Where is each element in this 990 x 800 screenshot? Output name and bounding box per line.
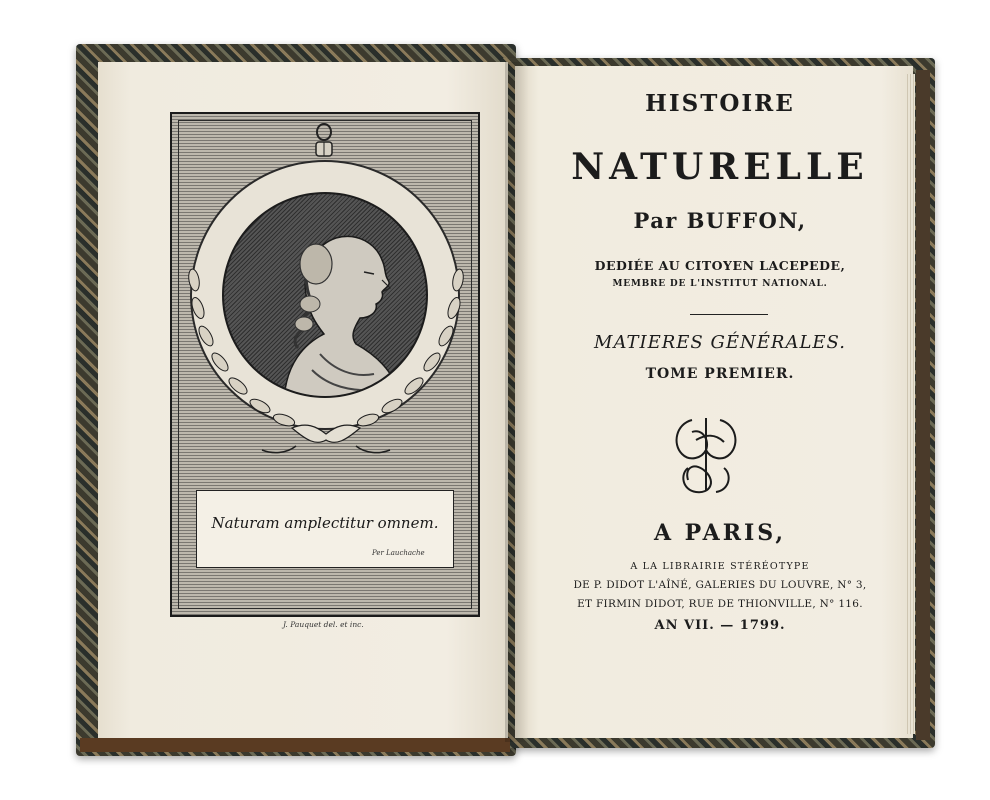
ring-ornament-icon [310, 122, 338, 162]
leather-edge-right [916, 70, 930, 740]
dedication-subline: MEMBRE DE L'INSTITUT NATIONAL. [612, 279, 828, 289]
volume-line: TOME PREMIER. [645, 366, 795, 382]
publisher-line-1: A LA LIBRAIRIE STÉRÉOTYPE [630, 561, 810, 572]
laurel-wreath-icon [176, 250, 476, 470]
author-line: Par BUFFON, [633, 208, 807, 233]
date-line: AN VII. — 1799. [654, 618, 786, 633]
engraver-signature: Per Lauchache [372, 549, 425, 557]
title-line-2: NATURELLE [571, 146, 869, 188]
subject-line: MATIERES GÉNÉRALES. [594, 332, 846, 353]
title-line-1: HISTOIRE [645, 90, 795, 117]
motto-text: Naturam amplectitur omnem. [211, 514, 439, 532]
title-rule [690, 314, 768, 315]
engraving-credit: J. Pauquet del. et inc. [283, 620, 364, 629]
publisher-line-3: ET FIRMIN DIDOT, RUE DE THIONVILLE, N° 116. [577, 598, 863, 610]
gutter-shadow [505, 62, 529, 742]
leather-edge-bottom [80, 738, 510, 752]
dedication-line: DEDIÉE AU CITOYEN LACEPEDE, [594, 258, 846, 273]
publisher-line-2: DE P. DIDOT L'AÎNÉ, GALERIES DU LOUVRE, N° 3, [573, 579, 867, 591]
publisher-monogram-icon [666, 410, 746, 500]
city-line: A PARIS, [653, 520, 787, 546]
